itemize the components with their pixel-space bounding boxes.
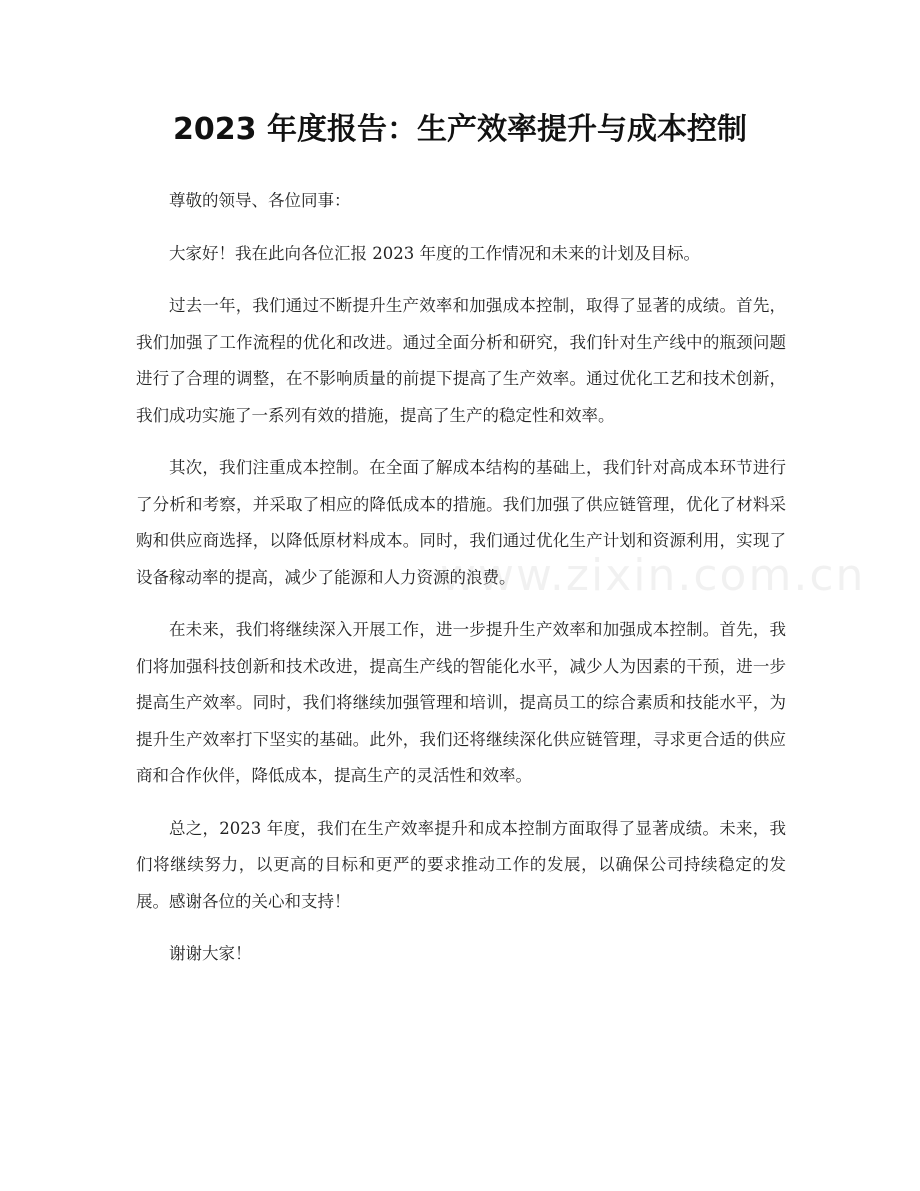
efficiency-paragraph: 过去一年，我们通过不断提升生产效率和加强成本控制，取得了显著的成绩。首先，我们加强了工作流程的优化和改进。通过全面分析和研究，我们针对生产线中的瓶颈问题进行了合理的调整，在不影响质量的前提下提高了生产效率。通过优化工艺和技术创新，我们成功实施了一系列有效的措施，提高了生产的稳定性和效率。: [136, 296, 786, 425]
document-body: [136, 183, 786, 989]
greeting-paragraph: 大家好！我在此向各位汇报 2023 年度的工作情况和未来的计划及目标。: [169, 243, 700, 263]
summary-paragraph: 总之，2023 年度，我们在生产效率提升和成本控制方面取得了显著成绩。未来，我们将继续努力，以更高的目标和更严的要求推动工作的发展，以确保公司持续稳定的发展。感谢各位的关心和支持！: [136, 818, 786, 911]
salutation: 尊敬的领导、各位同事：: [169, 191, 351, 210]
cost-control-paragraph: 其次，我们注重成本控制。在全面了解成本结构的基础上，我们针对高成本环节进行了分析和考察，并采取了相应的降低成本的措施。我们加强了供应链管理，优化了材料采购和供应商选择，以降低原材料成本。同时，我们通过优化生产计划和资源利用，实现了设备稼动率的提高，减少了能源和人力资源的浪费。: [136, 458, 786, 587]
closing-thanks: 谢谢大家！: [169, 944, 252, 963]
watermark: www.zixin.com.cn: [440, 550, 866, 601]
future-plan-paragraph: 在未来，我们将继续深入开展工作，进一步提升生产效率和加强成本控制。首先，我们将加强科技创新和技术改进，提高生产线的智能化水平，减少人为因素的干预，进一步提高生产效率。同时，我们将继续加强管理和培训，提高员工的综合素质和技能水平，为提升生产效率打下坚实的基础。此外，我们还将继续深化供应链管理，寻求更合适的供应商和合作伙伴，降低成本，提高生产的灵活性和效率。: [136, 620, 786, 785]
document-title: 2023 年度报告：生产效率提升与成本控制: [173, 112, 747, 147]
